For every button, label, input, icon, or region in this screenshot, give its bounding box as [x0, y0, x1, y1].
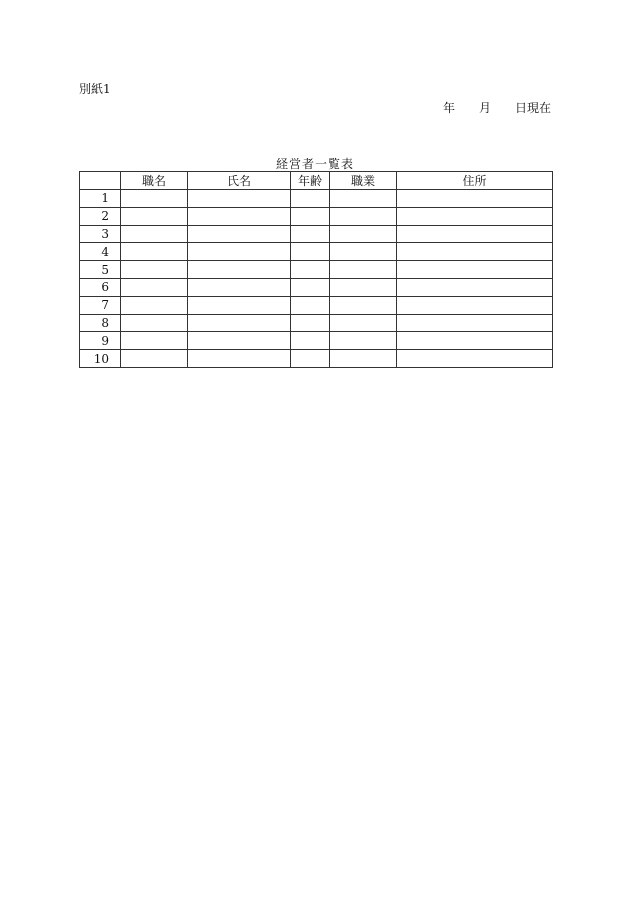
position-cell: [121, 225, 188, 243]
table-row: [80, 350, 553, 368]
name-cell: [188, 243, 291, 261]
position-cell: [121, 261, 188, 279]
address-cell: [397, 350, 553, 368]
position-cell: [121, 243, 188, 261]
table-row: [80, 243, 553, 261]
table-row: [80, 261, 553, 279]
row-number: 10: [80, 350, 121, 368]
occupation-cell: [330, 243, 397, 261]
date-line: 年 月 日現在: [442, 101, 551, 115]
occupation-cell: [330, 225, 397, 243]
manager-list-table: [79, 171, 553, 368]
position-cell: [121, 350, 188, 368]
age-cell: [291, 296, 330, 314]
header-name: 氏名: [188, 172, 291, 190]
position-cell: [121, 190, 188, 208]
age-cell: [291, 278, 330, 296]
name-cell: [188, 225, 291, 243]
row-number: 9: [80, 332, 121, 350]
table-row: [80, 296, 553, 314]
occupation-cell: [330, 296, 397, 314]
row-number: 7: [80, 296, 121, 314]
address-cell: [397, 332, 553, 350]
name-cell: [188, 190, 291, 208]
occupation-cell: [330, 261, 397, 279]
age-cell: [291, 190, 330, 208]
table-row: [80, 190, 553, 208]
name-cell: [188, 296, 291, 314]
attachment-label: 別紙1: [79, 82, 111, 96]
table-row: [80, 332, 553, 350]
address-cell: [397, 278, 553, 296]
row-number: 2: [80, 207, 121, 225]
age-cell: [291, 261, 330, 279]
age-cell: [291, 207, 330, 225]
row-number: 4: [80, 243, 121, 261]
name-cell: [188, 314, 291, 332]
row-number: 8: [80, 314, 121, 332]
document-title: 経営者一覧表: [275, 157, 354, 171]
name-cell: [188, 332, 291, 350]
occupation-cell: [330, 278, 397, 296]
address-cell: [397, 225, 553, 243]
name-cell: [188, 261, 291, 279]
table-header-row: [80, 172, 553, 190]
occupation-cell: [330, 190, 397, 208]
row-number: 6: [80, 278, 121, 296]
age-cell: [291, 332, 330, 350]
address-cell: [397, 190, 553, 208]
table-row: [80, 225, 553, 243]
row-number: 5: [80, 261, 121, 279]
table-row: [80, 207, 553, 225]
occupation-cell: [330, 350, 397, 368]
occupation-cell: [330, 332, 397, 350]
table-row: [80, 278, 553, 296]
address-cell: [397, 243, 553, 261]
age-cell: [291, 314, 330, 332]
address-cell: [397, 207, 553, 225]
age-cell: [291, 243, 330, 261]
position-cell: [121, 278, 188, 296]
row-number: 3: [80, 225, 121, 243]
position-cell: [121, 207, 188, 225]
header-occupation: 職業: [330, 172, 397, 190]
table-row: [80, 314, 553, 332]
header-position: 職名: [121, 172, 188, 190]
address-cell: [397, 261, 553, 279]
address-cell: [397, 296, 553, 314]
age-cell: [291, 350, 330, 368]
name-cell: [188, 278, 291, 296]
header-address: 住所: [397, 172, 553, 190]
position-cell: [121, 332, 188, 350]
address-cell: [397, 314, 553, 332]
occupation-cell: [330, 207, 397, 225]
header-number: [80, 172, 121, 190]
position-cell: [121, 314, 188, 332]
name-cell: [188, 207, 291, 225]
age-cell: [291, 225, 330, 243]
header-age: 年齢: [291, 172, 330, 190]
position-cell: [121, 296, 188, 314]
occupation-cell: [330, 314, 397, 332]
row-number: 1: [80, 190, 121, 208]
name-cell: [188, 350, 291, 368]
